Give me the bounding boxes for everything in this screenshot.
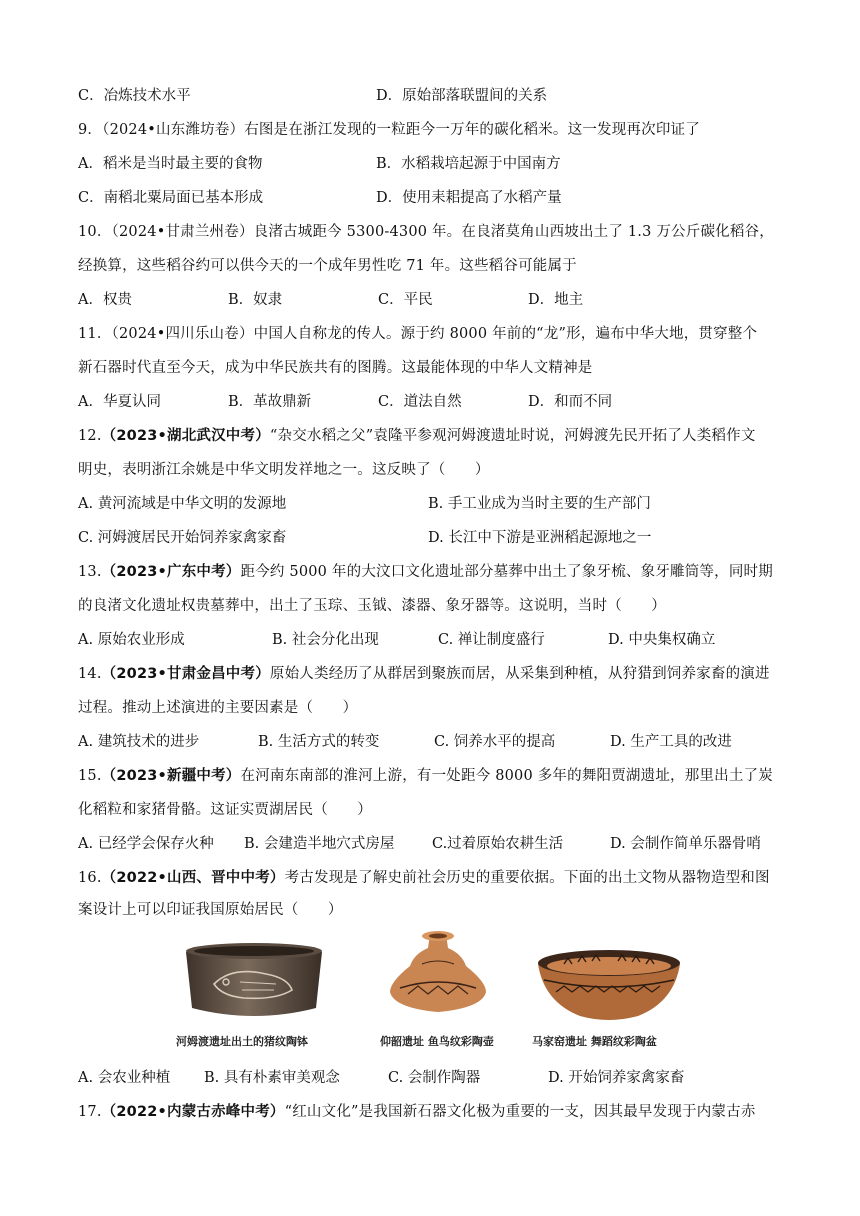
pig-pattern-pottery-bowl-image: [180, 938, 328, 1024]
question-stem: 考古发现是了解史前社会历史的重要依据。下面的出土文物从器物造型和图: [284, 870, 770, 886]
option-a: A．稻米是当时最主要的食物: [78, 156, 263, 172]
option-c: C. 会制作陶器: [388, 1070, 481, 1086]
fish-bird-painted-pottery-pot-image: [386, 930, 490, 1026]
option-d: D．原始部落联盟间的关系: [376, 88, 548, 104]
question-source: （2022•内蒙古赤峰中考）: [101, 1104, 285, 1120]
question-source: （2023•新疆中考）: [101, 768, 241, 784]
question-13: [78, 562, 773, 582]
question-source: （2022•山西、晋中中考）: [101, 870, 285, 886]
question-14: [78, 664, 770, 684]
question-12-cont: 明史，表明浙江余姚是中华文明发祥地之一。这反映了（ ）: [78, 462, 490, 478]
question-number: 13.: [78, 564, 102, 580]
option-d: D. 开始饲养家禽家畜: [548, 1070, 685, 1086]
option-a: A. 已经学会保存火种: [78, 836, 214, 852]
option-d: D．和而不同: [528, 394, 613, 410]
question-17: [78, 1102, 756, 1122]
option-d: D. 长江中下游是亚洲稻起源地之一: [428, 530, 652, 546]
question-stem: 右图是在浙江发现的一粒距今一万年的碳化稻米。这一发现再次印证了: [244, 122, 700, 138]
question-source: （2023•甘肃金昌中考）: [101, 666, 270, 682]
dance-pattern-painted-pottery-basin-image: [534, 946, 684, 1024]
option-d: D．地主: [528, 292, 584, 308]
option-b: B. 具有朴素审美观念: [204, 1070, 340, 1086]
question-13-cont: 的良渚文化遗址权贵墓葬中，出土了玉琮、玉钺、漆器、象牙器等。这说明，当时（ ）: [78, 598, 666, 614]
option-a: A．华夏认同: [78, 394, 161, 410]
figure-caption: 河姆渡遗址出土的猪纹陶钵: [176, 1035, 308, 1048]
question-source: （2023•湖北武汉中考）: [101, 428, 270, 444]
question-stem: “杂交水稻之父”袁隆平参观河姆渡遗址时说，河姆渡先民开拓了人类稻作文: [269, 428, 756, 444]
option-d: D. 生产工具的改进: [610, 734, 732, 750]
question-number: 17.: [78, 1104, 102, 1120]
question-number: 11．（2024•四川乐山卷）: [78, 326, 254, 342]
option-c: C. 河姆渡居民开始饲养家禽家畜: [78, 530, 287, 546]
question-number: 9．（2024•山东潍坊卷）: [78, 122, 245, 138]
question-11-cont: 新石器时代直至今天，成为中华民族共有的图腾。这最能体现的中华人文精神是: [78, 360, 593, 376]
option-b: B．革故鼎新: [228, 394, 312, 410]
option-c: C.过着原始农耕生活: [432, 836, 564, 852]
question-16-cont: 案设计上可以印证我国原始居民（ ）: [78, 902, 343, 918]
option-a: A. 原始农业形成: [78, 632, 185, 648]
option-b: B. 生活方式的转变: [258, 734, 380, 750]
question-11: [78, 324, 757, 344]
option-b: B. 社会分化出现: [272, 632, 379, 648]
question-source: （2023•广东中考）: [101, 564, 241, 580]
option-a: A. 会农业种植: [78, 1070, 171, 1086]
question-number: 15.: [78, 768, 102, 784]
option-c: C．南稻北粟局面已基本形成: [78, 190, 264, 206]
question-number: 14.: [78, 666, 102, 682]
question-stem: 距今约 5000 年的大汶口文化遗址部分墓葬中出土了象牙梳、象牙雕筒等，同时期: [240, 564, 773, 580]
option-c: C．道法自然: [378, 394, 462, 410]
question-16: [78, 868, 770, 888]
option-b: B. 手工业成为当时主要的生产部门: [428, 496, 651, 512]
question-stem: 中国人自称龙的传人。源于约 8000 年前的“龙”形，遍布中华大地，贯穿整个: [253, 326, 758, 342]
option-b: B．水稻栽培起源于中国南方: [376, 156, 561, 172]
question-number: 16.: [78, 870, 102, 886]
question-stem: 良渚古城距今 5300-4300 年。在良渚莫角山西坡出土了 1.3 万公斤碳化稻谷，: [253, 224, 774, 240]
question-14-cont: 过程。推动上述演进的主要因素是（ ）: [78, 700, 358, 716]
option-c: C．冶炼技术水平: [78, 88, 191, 104]
option-a: A. 建筑技术的进步: [78, 734, 200, 750]
question-15: [78, 766, 773, 786]
option-c: C. 禅让制度盛行: [438, 632, 545, 648]
question-10: [78, 222, 774, 242]
question-stem: 在河南东南部的淮河上游，有一处距今 8000 多年的舞阳贾湖遗址，那里出土了炭: [240, 768, 773, 784]
figure-caption: 仰韶遗址 鱼鸟纹彩陶壶: [380, 1035, 494, 1048]
question-12: [78, 426, 756, 446]
option-b: B. 会建造半地穴式房屋: [244, 836, 395, 852]
question-9: [78, 120, 700, 140]
option-d: D. 会制作简单乐器骨哨: [610, 836, 761, 852]
option-c: C. 饲养水平的提高: [434, 734, 556, 750]
question-stem: 原始人类经历了从群居到聚族而居，从采集到种植，从狩猎到饲养家畜的演进: [269, 666, 770, 682]
question-15-cont: 化稻粒和家猪骨骼。这证实贾湖居民（ ）: [78, 802, 372, 818]
option-d: D．使用耒耜提高了水稻产量: [376, 190, 562, 206]
question-stem: “红山文化”是我国新石器文化极为重要的一支，因其最早发现于内蒙古赤: [284, 1104, 756, 1120]
question-number: 12.: [78, 428, 102, 444]
question-number: 10．（2024•甘肃兰州卷）: [78, 224, 254, 240]
option-d: D. 中央集权确立: [608, 632, 716, 648]
option-c: C．平民: [378, 292, 433, 308]
option-b: B．奴隶: [228, 292, 283, 308]
option-a: A．权贵: [78, 292, 132, 308]
option-a: A. 黄河流域是中华文明的发源地: [78, 496, 287, 512]
figure-caption: 马家窑遗址 舞蹈纹彩陶盆: [532, 1035, 657, 1048]
question-10-cont: 经换算，这些稻谷约可以供今天的一个成年男性吃 71 年。这些稻谷可能属于: [78, 258, 577, 274]
